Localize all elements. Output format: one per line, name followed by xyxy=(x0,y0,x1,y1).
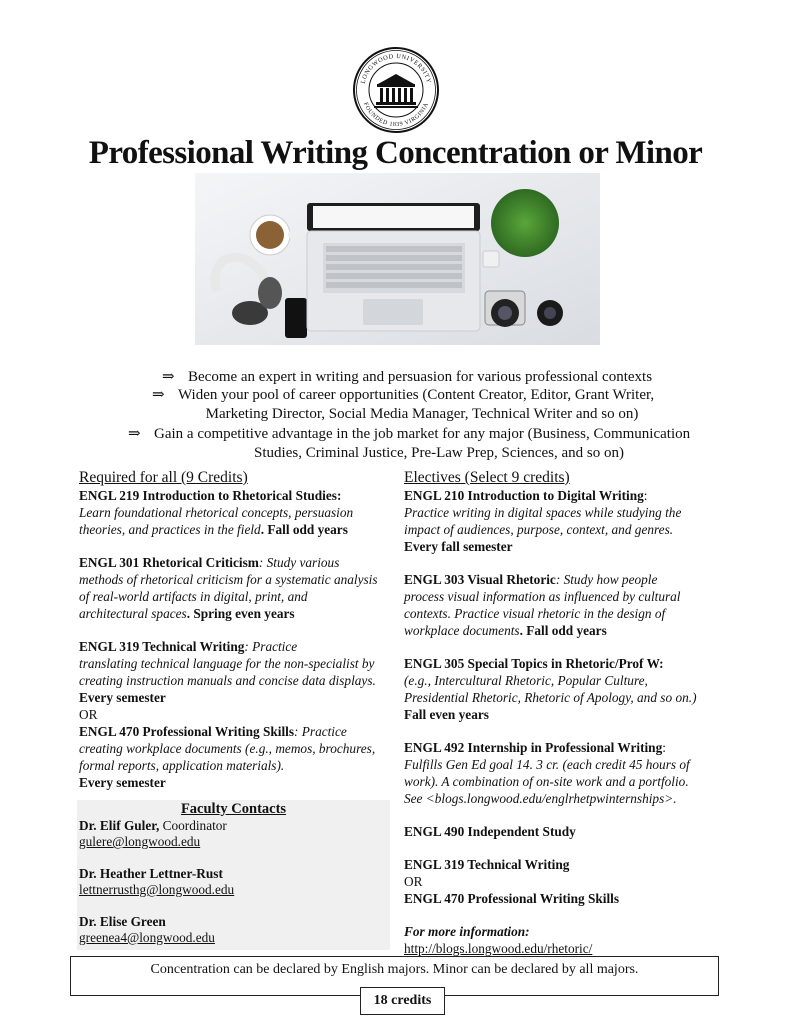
faculty-email-link[interactable]: lettnerrusthg@longwood.edu xyxy=(79,882,235,897)
faculty-contacts-box: Faculty Contacts Dr. Elif Guler, Coordinator gulere@longwood.edu Dr. Heather Lettner-Rust lettnerrusthg@longwood.edu Dr. Elise Green greenea4@longwood.edu xyxy=(77,800,390,950)
page-title: Professional Writing Concentration or Minor xyxy=(88,135,703,171)
course-engl-210: ENGL 210 Introduction to Digital Writing: Practice writing in digital spaces while studying the impact of audiences, purpose, context, and genres. Every fall semester xyxy=(404,488,682,554)
electives-heading: Electives (Select 9 credits) xyxy=(404,469,570,486)
faculty-email-link[interactable]: gulere@longwood.edu xyxy=(79,834,201,849)
faculty-name: Dr. Elise Green xyxy=(79,914,166,929)
course-engl-492: ENGL 492 Internship in Professional Writing: Fulfills Gen Ed goal 14. 3 cr. (each credit 45 hours of work). A combination of on-site work and a portfolio. See <blogs.longwood.edu/englrhetpwinternships>. xyxy=(404,740,690,806)
or-label: OR xyxy=(404,874,423,889)
or-label: OR xyxy=(79,707,98,722)
more-info-label: For more information: xyxy=(404,924,530,939)
more-info-link[interactable]: http://blogs.longwood.edu/rhetoric/ xyxy=(404,941,593,956)
faculty-heading: Faculty Contacts xyxy=(180,801,287,817)
arrow-icon: ⇒ xyxy=(152,387,165,403)
faculty-name: Dr. Elif Guler, xyxy=(79,818,160,833)
course-engl-470: ENGL 470 Professional Writing Skills: Practice creating workplace documents (e.g., memos, brochures, formal reports, application materials). Every semester xyxy=(79,724,376,790)
bullet-advantage: ⇒ Gain a competitive advantage in the job market for any major (Business, Communication Studies, Criminal Justice, Pre-Law Prep, Sciences, and so on) xyxy=(128,426,691,461)
course-engl-319-elective: ENGL 319 Technical Writing xyxy=(404,857,570,872)
required-courses-column xyxy=(79,468,391,791)
svg-text:LONGWOOD UNIVERSITY: LONGWOOD UNIVERSITY xyxy=(359,52,433,85)
desk-photo-image xyxy=(195,173,600,345)
bullet-expert: ⇒ Become an expert in writing and persuasion for various professional contexts xyxy=(162,369,653,385)
required-heading: Required for all (9 Credits) xyxy=(79,469,248,486)
faculty-email-link[interactable]: greenea4@longwood.edu xyxy=(79,930,215,945)
credits-badge: 18 credits xyxy=(360,987,445,1015)
electives-column xyxy=(404,468,724,957)
arrow-icon: ⇒ xyxy=(128,426,141,442)
course-engl-319: ENGL 319 Technical Writing: Practice translating technical language for the non-specialist by creating instruction manuals and concise data displays. Every semester xyxy=(79,639,376,705)
bullet-career: ⇒ Widen your pool of career opportunities (Content Creator, Editor, Grant Writer, Marketing Director, Social Media Manager, Technical Writer and so on) xyxy=(152,387,655,422)
course-engl-301: ENGL 301 Rhetorical Criticism: Study various methods of rhetorical criticism for a systematic analysis of real-world artifacts in digital, print, and architectural spaces. Spring even years xyxy=(79,555,378,621)
university-seal-logo xyxy=(352,46,440,134)
svg-text:FOUNDED 1839 VIRGINIA: FOUNDED 1839 VIRGINIA xyxy=(362,101,430,129)
course-engl-305: ENGL 305 Special Topics in Rhetoric/Prof W: (e.g., Intercultural Rhetoric, Popular Culture, Presidential Rhetoric, Rhetoric of Apology, and so on.) Fall even years xyxy=(404,656,697,722)
arrow-icon: ⇒ xyxy=(162,369,175,385)
faculty-name: Dr. Heather Lettner-Rust xyxy=(79,866,223,881)
course-engl-303: ENGL 303 Visual Rhetoric: Study how people process visual information as influenced by cultural contexts. Practice visual rhetoric in the design of workplace documents. Fall odd years xyxy=(404,572,681,638)
course-engl-470-elective: ENGL 470 Professional Writing Skills xyxy=(404,891,620,906)
course-engl-490: ENGL 490 Independent Study xyxy=(404,824,576,839)
course-engl-219: ENGL 219 Introduction to Rhetorical Studies: Learn foundational rhetorical concepts, persuasion theories, and practices in the field. Fall odd years xyxy=(79,488,354,537)
declaration-note: Concentration can be declared by English majors. Minor can be declared by all majors. xyxy=(150,962,639,977)
